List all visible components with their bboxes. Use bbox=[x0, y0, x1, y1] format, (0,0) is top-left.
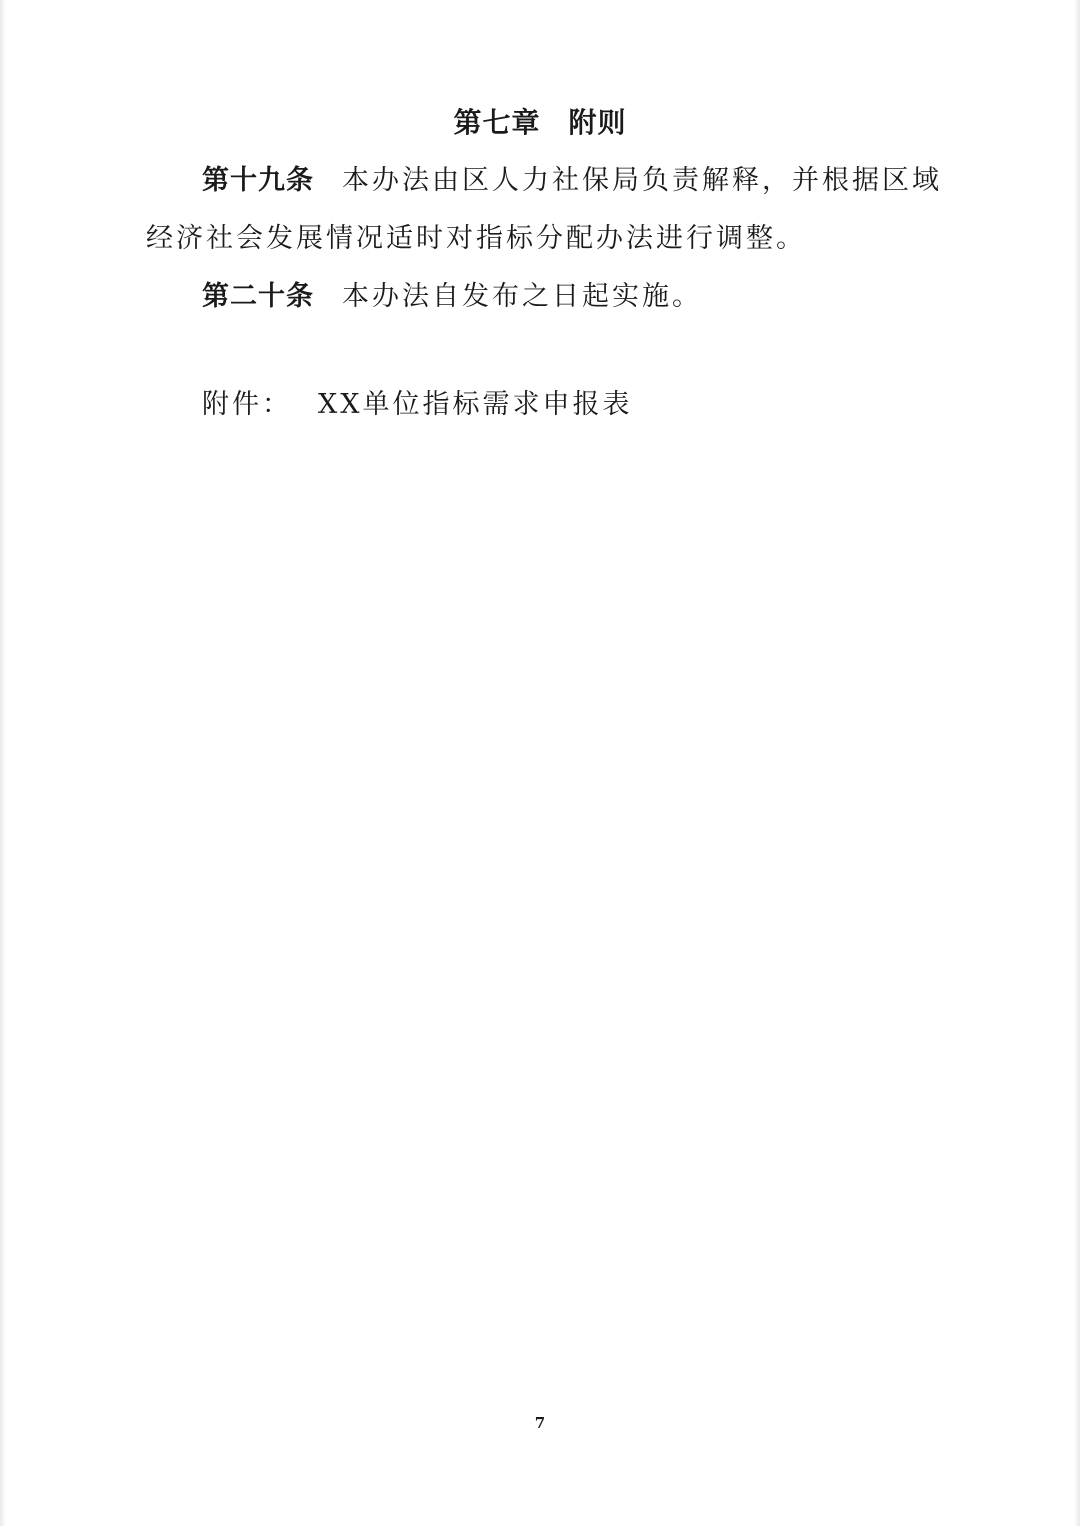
attachment-line bbox=[202, 380, 632, 430]
article-number: 第二十条 bbox=[202, 281, 314, 312]
article-text: 本办法自发布之日起实施。 bbox=[342, 281, 702, 312]
article-19 bbox=[146, 152, 946, 268]
chapter-name: 附则 bbox=[568, 106, 627, 139]
chapter-label: 第七章 bbox=[453, 106, 541, 139]
article-20 bbox=[146, 268, 946, 326]
attachment-label: 附件： bbox=[202, 389, 292, 420]
chapter-heading bbox=[0, 100, 1080, 146]
page-edge-left bbox=[0, 0, 6, 1526]
article-text: 本办法由区人力社保局负责解释，并根据区域经济社会发展情况适时对指标分配办法进行调整。 bbox=[146, 165, 942, 254]
page-edge-right bbox=[1074, 0, 1080, 1526]
article-number: 第十九条 bbox=[202, 165, 314, 196]
attachment-title: XX单位指标需求申报表 bbox=[318, 389, 633, 420]
page-number: 7 bbox=[534, 1414, 546, 1432]
